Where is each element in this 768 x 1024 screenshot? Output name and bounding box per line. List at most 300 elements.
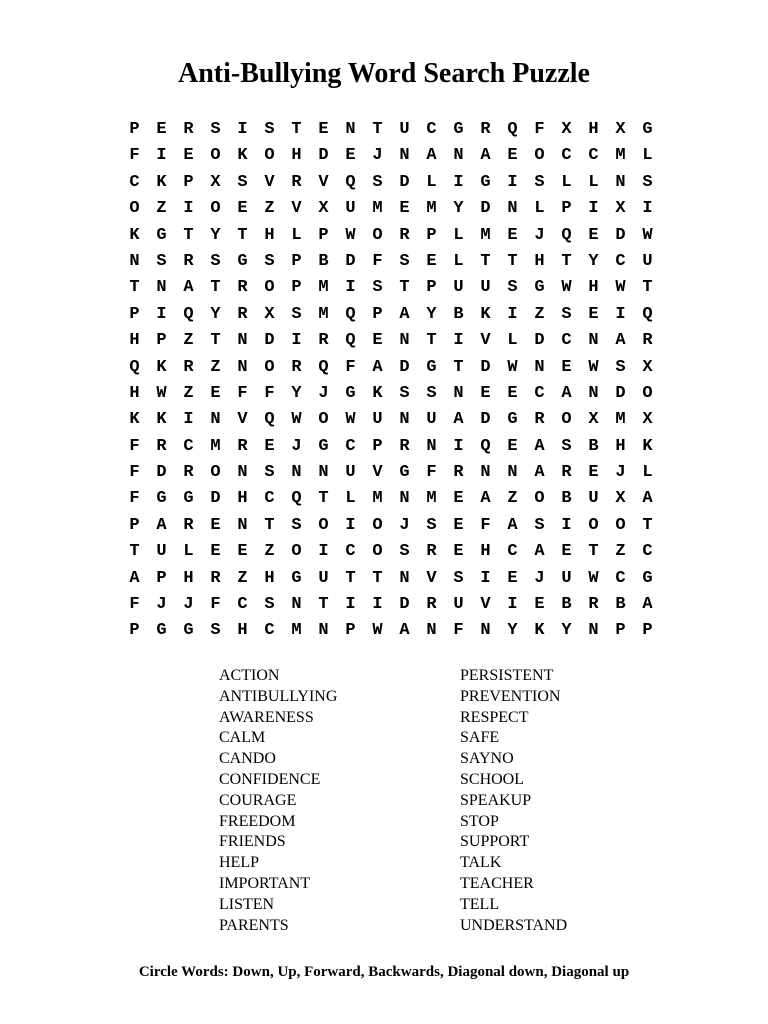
- grid-letter: P: [372, 436, 383, 456]
- grid-letter: N: [237, 463, 248, 483]
- grid-letter: V: [372, 463, 383, 483]
- grid-letter: K: [156, 410, 167, 430]
- word-list-item: SCHOOL: [460, 770, 525, 788]
- grid-letter: S: [264, 595, 275, 615]
- grid-letter: A: [399, 621, 410, 641]
- grid-letter: Y: [588, 251, 599, 271]
- grid-letter: I: [588, 199, 599, 219]
- grid-letter: H: [237, 489, 248, 509]
- grid-letter: L: [507, 331, 518, 351]
- grid-letter: T: [210, 331, 221, 351]
- grid-letter: Y: [210, 225, 221, 245]
- grid-letter: N: [426, 436, 437, 456]
- grid-letter: G: [156, 621, 167, 641]
- grid-letter: K: [129, 225, 140, 245]
- grid-letter: E: [156, 120, 167, 139]
- grid-letter: Q: [345, 331, 356, 351]
- grid-letter: X: [561, 120, 572, 139]
- grid-letter: O: [210, 199, 221, 219]
- word-list-item: CALM: [219, 729, 266, 747]
- grid-letter: O: [615, 515, 626, 535]
- grid-letter: A: [534, 436, 545, 456]
- grid-letter: F: [237, 383, 248, 403]
- grid-letter: O: [588, 515, 599, 535]
- grid-letter: O: [264, 146, 275, 166]
- grid-letter: U: [453, 278, 464, 298]
- grid-letter: E: [318, 120, 329, 139]
- word-list-item: SUPPORT: [460, 833, 530, 851]
- grid-letter: Q: [345, 304, 356, 324]
- grid-letter: A: [426, 146, 437, 166]
- grid-letter: B: [615, 595, 626, 615]
- grid-letter: S: [399, 251, 410, 271]
- grid-letter: F: [129, 436, 140, 456]
- grid-letter: S: [426, 383, 437, 403]
- grid-letter: E: [507, 383, 518, 403]
- grid-letter: O: [264, 278, 275, 298]
- grid-letter: E: [453, 542, 464, 562]
- grid-letter: L: [561, 172, 572, 192]
- grid-letter: W: [345, 225, 356, 245]
- grid-letter: R: [534, 410, 545, 430]
- grid-letter: T: [318, 489, 329, 509]
- grid-letter: K: [534, 621, 545, 641]
- grid-letter: N: [480, 463, 491, 483]
- grid-letter: P: [291, 251, 302, 271]
- grid-letter: R: [642, 331, 653, 351]
- grid-letter: T: [210, 278, 221, 298]
- grid-letter: N: [453, 146, 464, 166]
- grid-letter: R: [291, 357, 302, 377]
- grid-letter: Z: [237, 568, 248, 588]
- grid-letter: I: [372, 595, 383, 615]
- grid-letter: O: [372, 515, 383, 535]
- grid-letter: F: [264, 383, 275, 403]
- grid-letter: G: [480, 172, 491, 192]
- grid-letter: A: [642, 595, 653, 615]
- grid-letter: A: [642, 489, 653, 509]
- grid-letter: N: [237, 331, 248, 351]
- word-list-item: ANTIBULLYING: [219, 687, 338, 705]
- grid-letter: B: [561, 595, 572, 615]
- grid-letter: L: [642, 146, 653, 166]
- grid-letter: D: [210, 489, 221, 509]
- grid-letter: H: [129, 383, 140, 403]
- grid-letter: A: [372, 357, 383, 377]
- grid-letter: S: [264, 463, 275, 483]
- grid-letter: U: [561, 568, 572, 588]
- grid-letter: W: [588, 357, 599, 377]
- grid-letter: C: [561, 146, 572, 166]
- grid-letter: R: [210, 568, 221, 588]
- grid-letter: V: [426, 568, 437, 588]
- grid-letter: M: [210, 436, 221, 456]
- word-list-item: LISTEN: [219, 895, 275, 913]
- grid-letter: U: [156, 542, 167, 562]
- grid-letter: K: [372, 383, 383, 403]
- grid-letter: Q: [345, 172, 356, 192]
- grid-letter: N: [345, 120, 356, 139]
- grid-letter: I: [507, 595, 518, 615]
- grid-letter: A: [183, 278, 194, 298]
- grid-letter: N: [237, 357, 248, 377]
- grid-letter: C: [426, 120, 437, 139]
- grid-letter: T: [372, 568, 383, 588]
- grid-letter: H: [480, 542, 491, 562]
- grid-letter: T: [480, 251, 491, 271]
- grid-letter: E: [264, 436, 275, 456]
- grid-letter: T: [237, 225, 248, 245]
- grid-letter: U: [399, 120, 410, 139]
- grid-letter: E: [588, 304, 599, 324]
- grid-letter: X: [318, 199, 329, 219]
- grid-letter: O: [210, 146, 221, 166]
- grid-letter: Z: [264, 542, 275, 562]
- grid-letter: G: [507, 410, 518, 430]
- grid-letter: S: [426, 515, 437, 535]
- grid-letter: R: [480, 120, 491, 139]
- grid-letter: B: [588, 436, 599, 456]
- grid-letter: J: [291, 436, 302, 456]
- grid-letter: C: [345, 436, 356, 456]
- grid-letter: S: [291, 304, 302, 324]
- grid-letter: S: [399, 383, 410, 403]
- grid-letter: H: [588, 120, 599, 139]
- grid-letter: Z: [507, 489, 518, 509]
- grid-letter: F: [480, 515, 491, 535]
- grid-letter: P: [129, 120, 140, 139]
- grid-letter: I: [318, 542, 329, 562]
- grid-letter: E: [345, 146, 356, 166]
- grid-letter: M: [426, 489, 437, 509]
- grid-letter: T: [453, 357, 464, 377]
- grid-letter: A: [453, 410, 464, 430]
- word-list-item: STOP: [460, 812, 499, 830]
- grid-letter: Z: [210, 357, 221, 377]
- grid-letter: E: [210, 542, 221, 562]
- grid-letter: K: [156, 172, 167, 192]
- grid-letter: A: [534, 463, 545, 483]
- grid-letter: F: [534, 120, 545, 139]
- word-list-item: CANDO: [219, 750, 276, 768]
- grid-letter: D: [399, 595, 410, 615]
- grid-letter: J: [534, 225, 545, 245]
- grid-letter: I: [453, 331, 464, 351]
- grid-letter: I: [156, 304, 167, 324]
- grid-letter: Q: [129, 357, 140, 377]
- grid-letter: T: [561, 251, 572, 271]
- grid-letter: P: [129, 304, 140, 324]
- grid-letter: X: [642, 410, 653, 430]
- grid-letter: Q: [507, 120, 518, 139]
- grid-letter: G: [156, 225, 167, 245]
- grid-letter: B: [318, 251, 329, 271]
- grid-letter: V: [264, 172, 275, 192]
- grid-letter: N: [291, 463, 302, 483]
- grid-letter: Q: [642, 304, 653, 324]
- grid-letter: N: [318, 463, 329, 483]
- grid-letter: C: [264, 621, 275, 641]
- grid-letter: X: [615, 199, 626, 219]
- grid-letter: E: [588, 225, 599, 245]
- grid-letter: G: [453, 120, 464, 139]
- grid-letter: Q: [291, 489, 302, 509]
- grid-letter: V: [237, 410, 248, 430]
- grid-letter: H: [264, 568, 275, 588]
- grid-letter: W: [345, 410, 356, 430]
- grid-letter: I: [183, 410, 194, 430]
- grid-letter: L: [534, 199, 545, 219]
- grid-letter: Y: [561, 621, 572, 641]
- grid-letter: F: [426, 463, 437, 483]
- grid-letter: V: [480, 595, 491, 615]
- word-list-item: COURAGE: [219, 791, 297, 809]
- grid-letter: K: [642, 436, 653, 456]
- grid-letter: I: [507, 172, 518, 192]
- grid-letter: N: [399, 410, 410, 430]
- grid-letter: N: [453, 383, 464, 403]
- grid-letter: Z: [264, 199, 275, 219]
- grid-letter: N: [399, 489, 410, 509]
- grid-letter: E: [507, 568, 518, 588]
- grid-letter: P: [426, 278, 437, 298]
- word-list-item: RESPECT: [460, 708, 529, 726]
- grid-letter: X: [642, 357, 653, 377]
- grid-letter: O: [561, 410, 572, 430]
- word-list-item: FRIENDS: [219, 833, 286, 851]
- grid-letter: O: [318, 515, 329, 535]
- grid-letter: H: [129, 331, 140, 351]
- grid-letter: S: [237, 172, 248, 192]
- grid-letter: D: [399, 357, 410, 377]
- word-list-left: [219, 666, 337, 936]
- grid-letter: R: [291, 172, 302, 192]
- grid-letter: E: [507, 436, 518, 456]
- grid-letter: Z: [183, 383, 194, 403]
- grid-letter: W: [507, 357, 518, 377]
- grid-letter: P: [291, 278, 302, 298]
- grid-letter: V: [318, 172, 329, 192]
- grid-letter: C: [534, 383, 545, 403]
- grid-letter: U: [453, 595, 464, 615]
- grid-letter: R: [237, 304, 248, 324]
- grid-letter: K: [480, 304, 491, 324]
- grid-letter: R: [183, 463, 194, 483]
- grid-letter: D: [345, 251, 356, 271]
- grid-letter: S: [561, 436, 572, 456]
- grid-letter: C: [615, 251, 626, 271]
- grid-letter: J: [183, 595, 194, 615]
- word-list-item: PREVENTION: [460, 687, 561, 705]
- grid-letter: A: [615, 331, 626, 351]
- grid-letter: L: [642, 463, 653, 483]
- grid-letter: M: [318, 278, 329, 298]
- grid-letter: A: [561, 383, 572, 403]
- grid-letter: I: [453, 172, 464, 192]
- grid-letter: T: [642, 278, 653, 298]
- grid-letter: P: [372, 304, 383, 324]
- grid-letter: F: [453, 621, 464, 641]
- grid-letter: Z: [534, 304, 545, 324]
- grid-letter: T: [183, 225, 194, 245]
- instructions: Circle Words: Down, Up, Forward, Backwards, Diagonal down, Diagonal up: [138, 964, 630, 980]
- grid-letter: T: [426, 331, 437, 351]
- word-list-item: TEACHER: [460, 874, 534, 892]
- grid-letter: O: [372, 225, 383, 245]
- grid-letter: G: [426, 357, 437, 377]
- grid-letter: X: [210, 172, 221, 192]
- grid-letter: C: [237, 595, 248, 615]
- grid-letter: S: [615, 357, 626, 377]
- grid-letter: G: [183, 621, 194, 641]
- grid-letter: Y: [453, 199, 464, 219]
- grid-letter: Q: [183, 304, 194, 324]
- grid-letter: T: [291, 120, 302, 139]
- grid-letter: M: [291, 621, 302, 641]
- grid-letter: S: [372, 278, 383, 298]
- grid-letter: W: [372, 621, 383, 641]
- grid-letter: T: [399, 278, 410, 298]
- grid-letter: C: [345, 542, 356, 562]
- grid-letter: N: [588, 331, 599, 351]
- grid-letter: C: [642, 542, 653, 562]
- grid-letter: N: [399, 146, 410, 166]
- grid-letter: I: [291, 331, 302, 351]
- word-list-item: UNDERSTAND: [460, 916, 568, 934]
- grid-letter: P: [426, 225, 437, 245]
- letter-grid: [121, 117, 661, 645]
- grid-letter: S: [453, 568, 464, 588]
- grid-letter: Y: [291, 383, 302, 403]
- grid-letter: U: [426, 410, 437, 430]
- grid-letter: I: [237, 120, 248, 139]
- grid-letter: H: [183, 568, 194, 588]
- grid-letter: O: [264, 357, 275, 377]
- grid-letter: O: [642, 383, 653, 403]
- grid-letter: L: [453, 251, 464, 271]
- grid-letter: G: [345, 383, 356, 403]
- grid-letter: N: [588, 621, 599, 641]
- grid-letter: W: [615, 278, 626, 298]
- word-list-item: PERSISTENT: [460, 667, 554, 684]
- grid-letter: U: [642, 251, 653, 271]
- word-list-item: AWARENESS: [219, 708, 314, 726]
- grid-letter: T: [129, 542, 140, 562]
- grid-letter: T: [507, 251, 518, 271]
- grid-letter: U: [372, 410, 383, 430]
- grid-letter: E: [534, 595, 545, 615]
- word-list-item: IMPORTANT: [219, 874, 311, 892]
- grid-letter: W: [291, 410, 302, 430]
- grid-letter: G: [237, 251, 248, 271]
- grid-letter: E: [237, 542, 248, 562]
- grid-letter: X: [615, 120, 626, 139]
- grid-letter: Q: [561, 225, 572, 245]
- grid-letter: C: [507, 542, 518, 562]
- grid-letter: N: [507, 199, 518, 219]
- grid-letter: Q: [480, 436, 491, 456]
- grid-letter: W: [588, 568, 599, 588]
- grid-letter: E: [453, 489, 464, 509]
- grid-letter: G: [156, 489, 167, 509]
- grid-letter: J: [534, 568, 545, 588]
- grid-letter: F: [372, 251, 383, 271]
- grid-letter: N: [507, 463, 518, 483]
- grid-letter: E: [237, 199, 248, 219]
- grid-letter: H: [291, 146, 302, 166]
- word-list-item: ACTION: [219, 667, 280, 684]
- grid-letter: I: [561, 515, 572, 535]
- grid-letter: D: [399, 172, 410, 192]
- grid-letter: D: [264, 331, 275, 351]
- grid-letter: B: [561, 489, 572, 509]
- grid-letter: I: [642, 199, 653, 219]
- grid-letter: I: [345, 278, 356, 298]
- grid-letter: P: [183, 172, 194, 192]
- grid-letter: D: [318, 146, 329, 166]
- grid-letter: P: [345, 621, 356, 641]
- grid-letter: Z: [156, 199, 167, 219]
- grid-letter: Y: [426, 304, 437, 324]
- grid-letter: I: [345, 515, 356, 535]
- grid-letter: S: [642, 172, 653, 192]
- grid-letter: S: [210, 621, 221, 641]
- grid-letter: R: [399, 225, 410, 245]
- grid-letter: N: [156, 278, 167, 298]
- grid-letter: J: [615, 463, 626, 483]
- grid-letter: Y: [210, 304, 221, 324]
- grid-letter: U: [345, 463, 356, 483]
- grid-letter: S: [507, 278, 518, 298]
- grid-letter: N: [237, 515, 248, 535]
- grid-letter: M: [318, 304, 329, 324]
- grid-letter: O: [129, 199, 140, 219]
- grid-letter: S: [372, 172, 383, 192]
- grid-letter: T: [345, 568, 356, 588]
- grid-letter: R: [183, 120, 194, 139]
- grid-letter: E: [480, 383, 491, 403]
- grid-letter: G: [642, 568, 653, 588]
- grid-letter: P: [156, 331, 167, 351]
- word-list-item: FREEDOM: [219, 812, 296, 830]
- grid-letter: T: [588, 542, 599, 562]
- grid-letter: K: [156, 357, 167, 377]
- word-list-item: CONFIDENCE: [219, 770, 321, 788]
- grid-letter: Y: [507, 621, 518, 641]
- grid-letter: O: [210, 463, 221, 483]
- grid-letter: R: [426, 595, 437, 615]
- grid-letter: V: [480, 331, 491, 351]
- grid-letter: N: [426, 621, 437, 641]
- grid-letter: J: [318, 383, 329, 403]
- grid-letter: P: [561, 199, 572, 219]
- grid-letter: S: [156, 251, 167, 271]
- grid-letter: T: [264, 515, 275, 535]
- grid-letter: Z: [183, 331, 194, 351]
- grid-letter: S: [264, 251, 275, 271]
- grid-letter: L: [291, 225, 302, 245]
- grid-letter: H: [615, 436, 626, 456]
- grid-letter: O: [534, 146, 545, 166]
- grid-letter: G: [183, 489, 194, 509]
- grid-letter: K: [237, 146, 248, 166]
- grid-letter: P: [615, 621, 626, 641]
- grid-letter: B: [453, 304, 464, 324]
- grid-letter: A: [399, 304, 410, 324]
- grid-letter: I: [615, 304, 626, 324]
- grid-letter: H: [534, 251, 545, 271]
- grid-letter: T: [318, 595, 329, 615]
